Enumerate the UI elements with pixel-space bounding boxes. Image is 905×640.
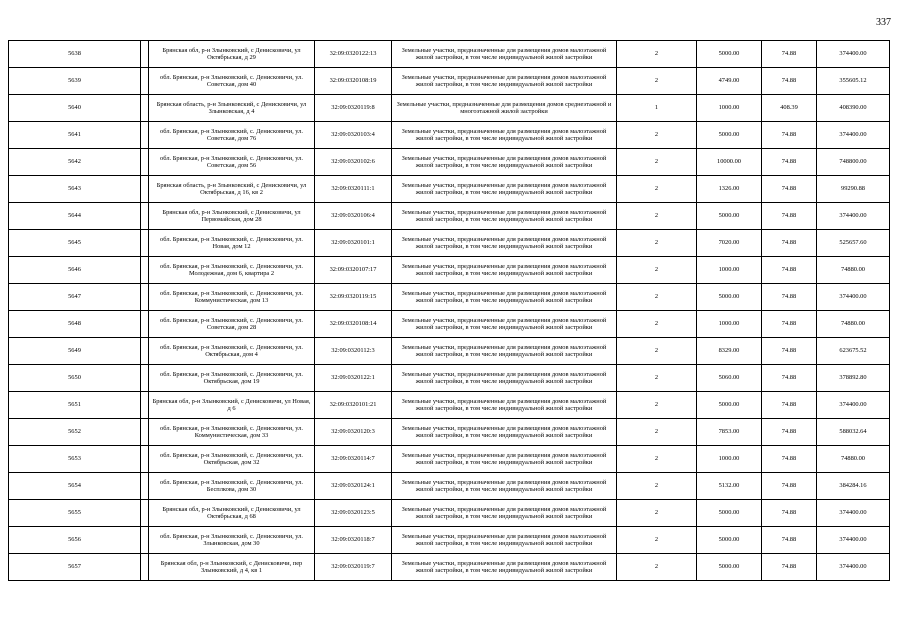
rate-cell: 74.88 — [762, 527, 817, 554]
spacer-cell — [141, 365, 149, 392]
rate-cell: 74.88 — [762, 257, 817, 284]
area-cell: 5000.00 — [697, 554, 762, 581]
land-use-cell: Земельные участки, предназначенные для размещения домов малоэтажной жилой застройки, в том числе индивидуальной жилой застройки — [392, 149, 617, 176]
table-row — [9, 95, 890, 122]
page-number: 337 — [876, 17, 891, 28]
table-row — [9, 446, 890, 473]
spacer-cell — [141, 149, 149, 176]
cadastral-number-cell: 32:09:0320122:13 — [315, 41, 392, 68]
address-cell: Брянская обл, р-н Злынковский, с Денисковичи, ул Первомайская, дом 28 — [149, 203, 315, 230]
spacer-cell — [141, 473, 149, 500]
area-cell: 5000.00 — [697, 203, 762, 230]
land-use-cell: Земельные участки, предназначенные для размещения домов малоэтажной жилой застройки, в том числе индивидуальной жилой застройки — [392, 392, 617, 419]
group-cell: 2 — [617, 122, 697, 149]
rate-cell: 74.88 — [762, 311, 817, 338]
cadastral-number-cell: 32:09:0320112:3 — [315, 338, 392, 365]
cadastral-value-cell: 374400.00 — [817, 41, 890, 68]
spacer-cell — [141, 176, 149, 203]
group-cell: 2 — [617, 41, 697, 68]
spacer-cell — [141, 338, 149, 365]
rate-cell: 74.88 — [762, 41, 817, 68]
area-cell: 5000.00 — [697, 500, 762, 527]
cadastral-value-cell: 623675.52 — [817, 338, 890, 365]
rate-cell: 74.88 — [762, 338, 817, 365]
land-use-cell: Земельные участки, предназначенные для размещения домов малоэтажной жилой застройки, в том числе индивидуальной жилой застройки — [392, 473, 617, 500]
area-cell: 1000.00 — [697, 311, 762, 338]
table-row — [9, 365, 890, 392]
spacer-cell — [141, 95, 149, 122]
spacer-cell — [141, 392, 149, 419]
cadastral-number-cell: 32:09:0320106:4 — [315, 203, 392, 230]
table-row — [9, 554, 890, 581]
group-cell: 2 — [617, 554, 697, 581]
row-number: 5645 — [9, 230, 141, 257]
cadastral-number-cell: 32:09:0320108:19 — [315, 68, 392, 95]
row-number: 5655 — [9, 500, 141, 527]
spacer-cell — [141, 122, 149, 149]
group-cell: 2 — [617, 311, 697, 338]
table-row — [9, 527, 890, 554]
row-number: 5653 — [9, 446, 141, 473]
row-number: 5648 — [9, 311, 141, 338]
spacer-cell — [141, 446, 149, 473]
land-use-cell: Земельные участки, предназначенные для размещения домов малоэтажной жилой застройки, в том числе индивидуальной жилой застройки — [392, 122, 617, 149]
cadastral-value-cell: 748800.00 — [817, 149, 890, 176]
cadastral-value-cell: 374400.00 — [817, 554, 890, 581]
address-cell: обл. Брянская, р-н Злынковский, с. Денисковичи, ул. Молодежная, дом 6, квартира 2 — [149, 257, 315, 284]
group-cell: 2 — [617, 149, 697, 176]
land-use-cell: Земельные участки, предназначенные для размещения домов малоэтажной жилой застройки, в том числе индивидуальной жилой застройки — [392, 257, 617, 284]
row-number: 5639 — [9, 68, 141, 95]
area-cell: 10000.00 — [697, 149, 762, 176]
land-use-cell: Земельные участки, предназначенные для размещения домов малоэтажной жилой застройки, в том числе индивидуальной жилой застройки — [392, 500, 617, 527]
table-row — [9, 230, 890, 257]
rate-cell: 74.88 — [762, 554, 817, 581]
cadastral-number-cell: 32:09:0320119:8 — [315, 95, 392, 122]
row-number: 5654 — [9, 473, 141, 500]
area-cell: 1000.00 — [697, 257, 762, 284]
group-cell: 2 — [617, 473, 697, 500]
row-number: 5644 — [9, 203, 141, 230]
rate-cell: 74.88 — [762, 392, 817, 419]
cadastral-value-cell: 374400.00 — [817, 203, 890, 230]
area-cell: 5000.00 — [697, 527, 762, 554]
table-row — [9, 311, 890, 338]
area-cell: 1000.00 — [697, 446, 762, 473]
address-cell: Брянская область, р-н Злынковский, с Денисковичи, ул Злынковская, д 4 — [149, 95, 315, 122]
land-plots-table — [8, 40, 890, 581]
land-use-cell: Земельные участки, предназначенные для размещения домов малоэтажной жилой застройки, в том числе индивидуальной жилой застройки — [392, 446, 617, 473]
table-row — [9, 122, 890, 149]
row-number: 5650 — [9, 365, 141, 392]
address-cell: обл. Брянская, р-н Злынковский, с. Денисковичи, ул. Октябрьская, дом 4 — [149, 338, 315, 365]
row-number: 5652 — [9, 419, 141, 446]
table-row — [9, 41, 890, 68]
cadastral-value-cell: 74880.00 — [817, 257, 890, 284]
cadastral-value-cell: 408390.00 — [817, 95, 890, 122]
row-number: 5647 — [9, 284, 141, 311]
cadastral-value-cell: 588032.64 — [817, 419, 890, 446]
table-row — [9, 392, 890, 419]
row-number: 5640 — [9, 95, 141, 122]
cadastral-number-cell: 32:09:0320114:7 — [315, 446, 392, 473]
cadastral-number-cell: 32:09:0320119:15 — [315, 284, 392, 311]
rate-cell: 74.88 — [762, 419, 817, 446]
cadastral-value-cell: 374400.00 — [817, 284, 890, 311]
land-use-cell: Земельные участки, предназначенные для размещения домов малоэтажной жилой застройки, в том числе индивидуальной жилой застройки — [392, 419, 617, 446]
cadastral-value-cell: 525657.60 — [817, 230, 890, 257]
land-use-cell: Земельные участки, предназначенные для размещения домов малоэтажной жилой застройки, в том числе индивидуальной жилой застройки — [392, 338, 617, 365]
land-use-cell: Земельные участки, предназначенные для размещения домов малоэтажной жилой застройки, в том числе индивидуальной жилой застройки — [392, 311, 617, 338]
land-use-cell: Земельные участки, предназначенные для размещения домов малоэтажной жилой застройки, в том числе индивидуальной жилой застройки — [392, 176, 617, 203]
address-cell: Брянская обл, р-н Злынковский, с Денисковичи, ул Октябрьская, д 68 — [149, 500, 315, 527]
spacer-cell — [141, 41, 149, 68]
row-number: 5651 — [9, 392, 141, 419]
cadastral-number-cell: 32:09:0320120:3 — [315, 419, 392, 446]
group-cell: 2 — [617, 392, 697, 419]
area-cell: 8329.00 — [697, 338, 762, 365]
group-cell: 2 — [617, 203, 697, 230]
table-row — [9, 284, 890, 311]
cadastral-number-cell: 32:09:0320107:17 — [315, 257, 392, 284]
land-use-cell: Земельные участки, предназначенные для размещения домов малоэтажной жилой застройки, в том числе индивидуальной жилой застройки — [392, 41, 617, 68]
area-cell: 7853.00 — [697, 419, 762, 446]
group-cell: 2 — [617, 230, 697, 257]
rate-cell: 74.88 — [762, 365, 817, 392]
cadastral-number-cell: 32:09:0320111:1 — [315, 176, 392, 203]
cadastral-number-cell: 32:09:0320101:21 — [315, 392, 392, 419]
spacer-cell — [141, 257, 149, 284]
spacer-cell — [141, 554, 149, 581]
area-cell: 5000.00 — [697, 122, 762, 149]
rate-cell: 74.88 — [762, 149, 817, 176]
row-number: 5638 — [9, 41, 141, 68]
rate-cell: 74.88 — [762, 500, 817, 527]
land-use-cell: Земельные участки, предназначенные для размещения домов малоэтажной жилой застройки, в том числе индивидуальной жилой застройки — [392, 365, 617, 392]
spacer-cell — [141, 203, 149, 230]
cadastral-value-cell: 74880.00 — [817, 311, 890, 338]
cadastral-number-cell: 32:09:0320124:1 — [315, 473, 392, 500]
row-number: 5643 — [9, 176, 141, 203]
table-row — [9, 338, 890, 365]
spacer-cell — [141, 419, 149, 446]
row-number: 5646 — [9, 257, 141, 284]
cadastral-number-cell: 32:09:0320103:4 — [315, 122, 392, 149]
area-cell: 7020.00 — [697, 230, 762, 257]
group-cell: 2 — [617, 500, 697, 527]
address-cell: обл. Брянская, р-н Злынковский, с. Денисковичи, ул. Октябрьская, дом 32 — [149, 446, 315, 473]
address-cell: Брянская обл, р-н Злынковский, с Денисковичи, ул Новая, д 6 — [149, 392, 315, 419]
rate-cell: 74.88 — [762, 203, 817, 230]
area-cell: 5000.00 — [697, 392, 762, 419]
spacer-cell — [141, 527, 149, 554]
rate-cell: 74.88 — [762, 230, 817, 257]
address-cell: обл. Брянская, р-н Злынковский, с. Денисковичи, ул. Советская, дом 40 — [149, 68, 315, 95]
row-number: 5656 — [9, 527, 141, 554]
land-use-cell: Земельные участки, предназначенные для размещения домов малоэтажной жилой застройки, в том числе индивидуальной жилой застройки — [392, 68, 617, 95]
area-cell: 5000.00 — [697, 41, 762, 68]
table-row — [9, 176, 890, 203]
table-row — [9, 500, 890, 527]
rate-cell: 74.88 — [762, 284, 817, 311]
group-cell: 2 — [617, 365, 697, 392]
cadastral-value-cell: 378892.80 — [817, 365, 890, 392]
group-cell: 2 — [617, 338, 697, 365]
cadastral-value-cell: 99290.88 — [817, 176, 890, 203]
table-row — [9, 473, 890, 500]
spacer-cell — [141, 284, 149, 311]
cadastral-number-cell: 32:09:0320118:7 — [315, 527, 392, 554]
land-use-cell: Земельные участки, предназначенные для размещения домов малоэтажной жилой застройки, в том числе индивидуальной жилой застройки — [392, 284, 617, 311]
cadastral-number-cell: 32:09:0320102:6 — [315, 149, 392, 176]
table-row — [9, 149, 890, 176]
land-use-cell: Земельные участки, предназначенные для размещения домов среднеэтажной и многоэтажной жилой застройки — [392, 95, 617, 122]
area-cell: 1326.00 — [697, 176, 762, 203]
address-cell: обл. Брянская, р-н Злынковский, с. Денисковичи, ул. Новая, дом 12 — [149, 230, 315, 257]
group-cell: 2 — [617, 68, 697, 95]
rate-cell: 74.88 — [762, 176, 817, 203]
cadastral-number-cell: 32:09:0320119:7 — [315, 554, 392, 581]
table-body — [9, 41, 890, 581]
group-cell: 2 — [617, 446, 697, 473]
land-use-cell: Земельные участки, предназначенные для размещения домов малоэтажной жилой застройки, в том числе индивидуальной жилой застройки — [392, 203, 617, 230]
land-use-cell: Земельные участки, предназначенные для размещения домов малоэтажной жилой застройки, в том числе индивидуальной жилой застройки — [392, 527, 617, 554]
address-cell: Брянская обл, р-н Злынковский, с Денисковичи, пер Злынковский, д 4, кв 1 — [149, 554, 315, 581]
rate-cell: 74.88 — [762, 473, 817, 500]
cadastral-number-cell: 32:09:0320108:14 — [315, 311, 392, 338]
cadastral-number-cell: 32:09:0320122:1 — [315, 365, 392, 392]
area-cell: 5132.00 — [697, 473, 762, 500]
cadastral-value-cell: 74880.00 — [817, 446, 890, 473]
address-cell: обл. Брянская, р-н Злынковский, с. Денисковичи, ул. Советская, дом 76 — [149, 122, 315, 149]
area-cell: 5000.00 — [697, 284, 762, 311]
group-cell: 2 — [617, 176, 697, 203]
address-cell: обл. Брянская, р-н Злынковский, с. Денисковичи, ул. Бесплкова, дом 30 — [149, 473, 315, 500]
group-cell: 1 — [617, 95, 697, 122]
cadastral-value-cell: 374400.00 — [817, 122, 890, 149]
rate-cell: 408.39 — [762, 95, 817, 122]
address-cell: Брянская область, р-н Злынковский, с Денисковичи, ул Октябрьская, д 16, кв 2 — [149, 176, 315, 203]
group-cell: 2 — [617, 284, 697, 311]
row-number: 5641 — [9, 122, 141, 149]
spacer-cell — [141, 311, 149, 338]
address-cell: обл. Брянская, р-н Злынковский, с. Денисковичи, ул. Советская, дом 56 — [149, 149, 315, 176]
table-row — [9, 257, 890, 284]
row-number: 5642 — [9, 149, 141, 176]
land-use-cell: Земельные участки, предназначенные для размещения домов малоэтажной жилой застройки, в том числе индивидуальной жилой застройки — [392, 554, 617, 581]
cadastral-value-cell: 374400.00 — [817, 392, 890, 419]
address-cell: обл. Брянская, р-н Злынковский, с. Денисковичи, ул. Коммунистическая, дом 13 — [149, 284, 315, 311]
cadastral-value-cell: 355605.12 — [817, 68, 890, 95]
spacer-cell — [141, 500, 149, 527]
land-use-cell: Земельные участки, предназначенные для размещения домов малоэтажной жилой застройки, в том числе индивидуальной жилой застройки — [392, 230, 617, 257]
group-cell: 2 — [617, 527, 697, 554]
area-cell: 4749.00 — [697, 68, 762, 95]
table-row — [9, 419, 890, 446]
spacer-cell — [141, 68, 149, 95]
rate-cell: 74.88 — [762, 68, 817, 95]
spacer-cell — [141, 230, 149, 257]
group-cell: 2 — [617, 257, 697, 284]
cadastral-number-cell: 32:09:0320123:5 — [315, 500, 392, 527]
cadastral-value-cell: 374400.00 — [817, 527, 890, 554]
row-number: 5649 — [9, 338, 141, 365]
address-cell: Брянская обл, р-н Злынковский, с Денисковичи, ул Октябрьская, д 29 — [149, 41, 315, 68]
group-cell: 2 — [617, 419, 697, 446]
area-cell: 1000.00 — [697, 95, 762, 122]
address-cell: обл. Брянская, р-н Злынковский, с. Денисковичи, ул. Злынковская, дом 30 — [149, 527, 315, 554]
rate-cell: 74.88 — [762, 446, 817, 473]
address-cell: обл. Брянская, р-н Злынковский, с. Денисковичи, ул. Советская, дом 28 — [149, 311, 315, 338]
address-cell: обл. Брянская, р-н Злынковский, с. Денисковичи, ул. Коммунистическая, дом 33 — [149, 419, 315, 446]
row-number: 5657 — [9, 554, 141, 581]
table-row — [9, 203, 890, 230]
rate-cell: 74.88 — [762, 122, 817, 149]
address-cell: обл. Брянская, р-н Злынковский, с. Денисковичи, ул. Октябрьская, дом 19 — [149, 365, 315, 392]
cadastral-number-cell: 32:09:0320101:1 — [315, 230, 392, 257]
table-row — [9, 68, 890, 95]
cadastral-value-cell: 384284.16 — [817, 473, 890, 500]
cadastral-value-cell: 374400.00 — [817, 500, 890, 527]
area-cell: 5060.00 — [697, 365, 762, 392]
